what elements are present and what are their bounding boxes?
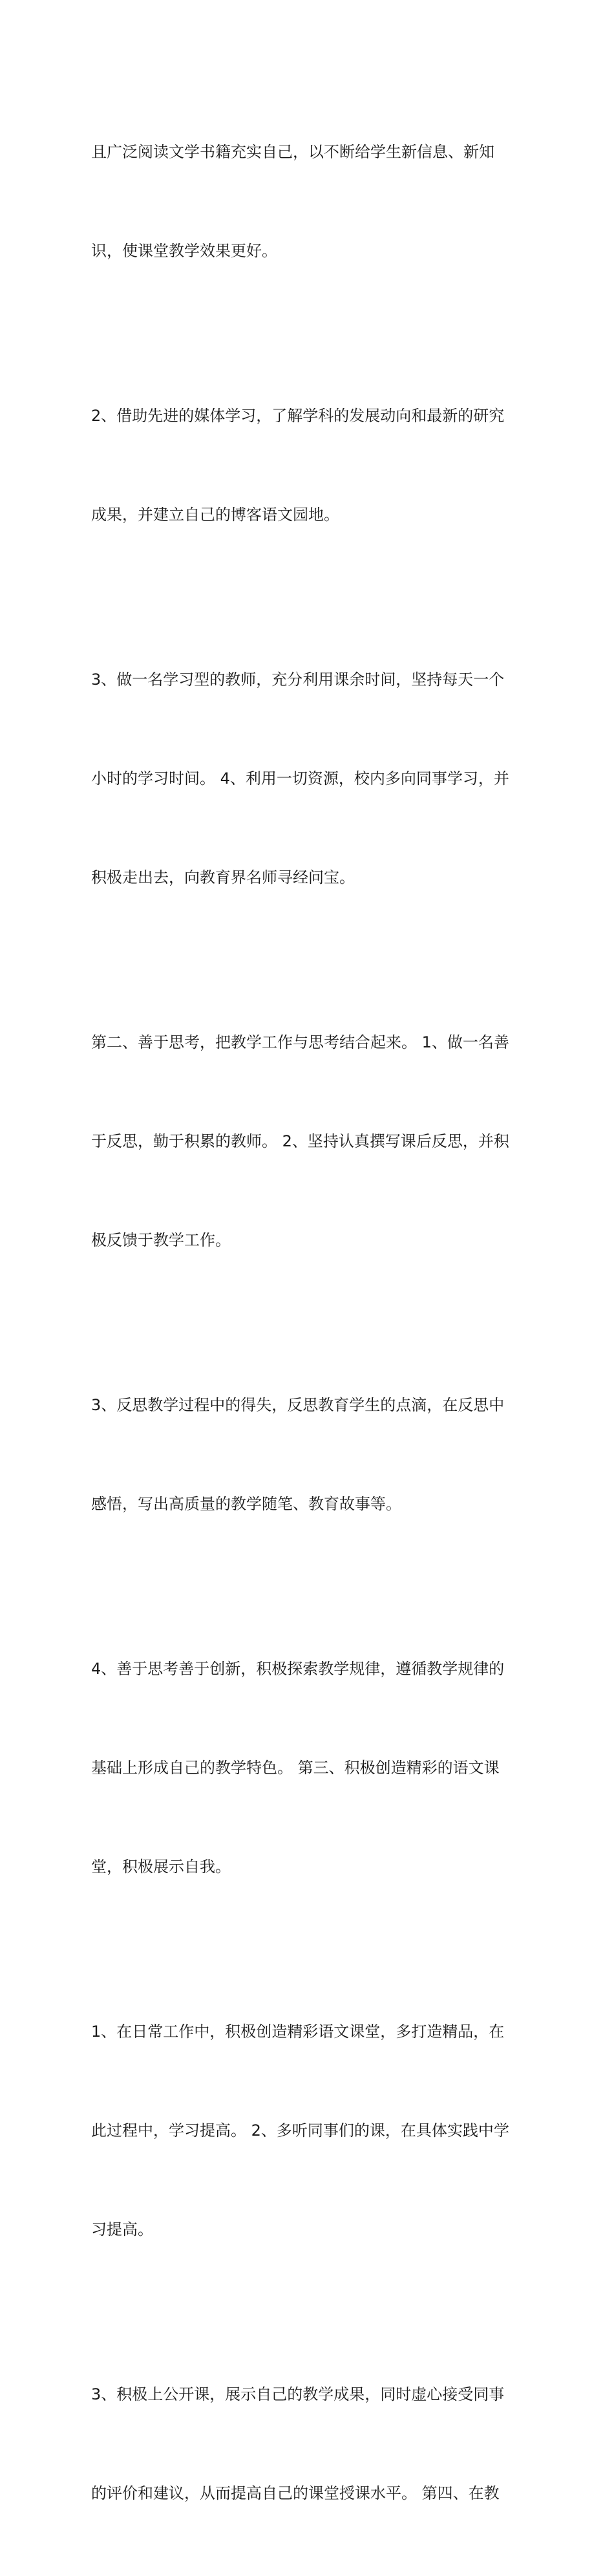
text-line: 3、反思教学过程中的得失，反思教育学生的点滴，在反思中 xyxy=(91,1396,505,1414)
text-line: 于反思，勤于积累的教师。 2、坚持认真撰写课后反思，并积 xyxy=(91,1132,509,1150)
paragraph-7 xyxy=(91,1949,524,2312)
text-line: 此过程中，学习提高。 2、多听同事们的课，在具体实践中学 xyxy=(91,2121,509,2140)
text-line: 3、积极上公开课，展示自己的教学成果，同时虚心接受同事 xyxy=(91,2385,505,2403)
text-line: 识，使课堂教学效果更好。 xyxy=(91,242,277,260)
text-line: 4、善于思考善于创新，积极探索教学规律，遵循教学规律的 xyxy=(91,1660,505,1678)
text-line: 1、在日常工作中，积极创造精彩语文课堂，多打造精品，在 xyxy=(91,2023,505,2041)
paragraph-6 xyxy=(91,1587,524,1949)
text-line: 积极走出去，向教育界名师寻经问宝。 xyxy=(91,868,355,886)
text-line: 且广泛阅读文学书籍充实自己，以不断给学生新信息、新知 xyxy=(91,143,494,161)
paragraph-5 xyxy=(91,1323,524,1587)
text-line: 基础上形成自己的教学特色。 第三、积极创造精彩的语文课 xyxy=(91,1759,500,1777)
text-line: 成果，并建立自己的博客语文园地。 xyxy=(91,506,339,524)
text-line: 2、借助先进的媒体学习，了解学科的发展动向和最新的研究 xyxy=(91,407,505,425)
text-line: 第二、善于思考，把教学工作与思考结合起来。 1、做一名善 xyxy=(91,1033,509,1051)
document-body xyxy=(91,70,524,2576)
paragraph-2 xyxy=(91,334,524,597)
text-line: 习提高。 xyxy=(91,2220,153,2238)
text-line: 的评价和建议，从而提高自己的课堂授课水平。 第四、在教 xyxy=(91,2484,500,2502)
text-line: 堂，积极展示自我。 xyxy=(91,1858,231,1876)
text-line: 小时的学习时间。 4、利用一切资源，校内多向同事学习，并 xyxy=(91,769,509,788)
paragraph-4 xyxy=(91,960,524,1323)
text-line: 感悟，写出高质量的教学随笔、教育故事等。 xyxy=(91,1495,401,1513)
paragraph-8 xyxy=(91,2312,524,2576)
paragraph-1 xyxy=(91,70,524,334)
paragraph-3 xyxy=(91,597,524,960)
text-line: 极反馈于教学工作。 xyxy=(91,1231,231,1249)
text-line: 3、做一名学习型的教师，充分利用课余时间，坚持每天一个 xyxy=(91,671,505,689)
